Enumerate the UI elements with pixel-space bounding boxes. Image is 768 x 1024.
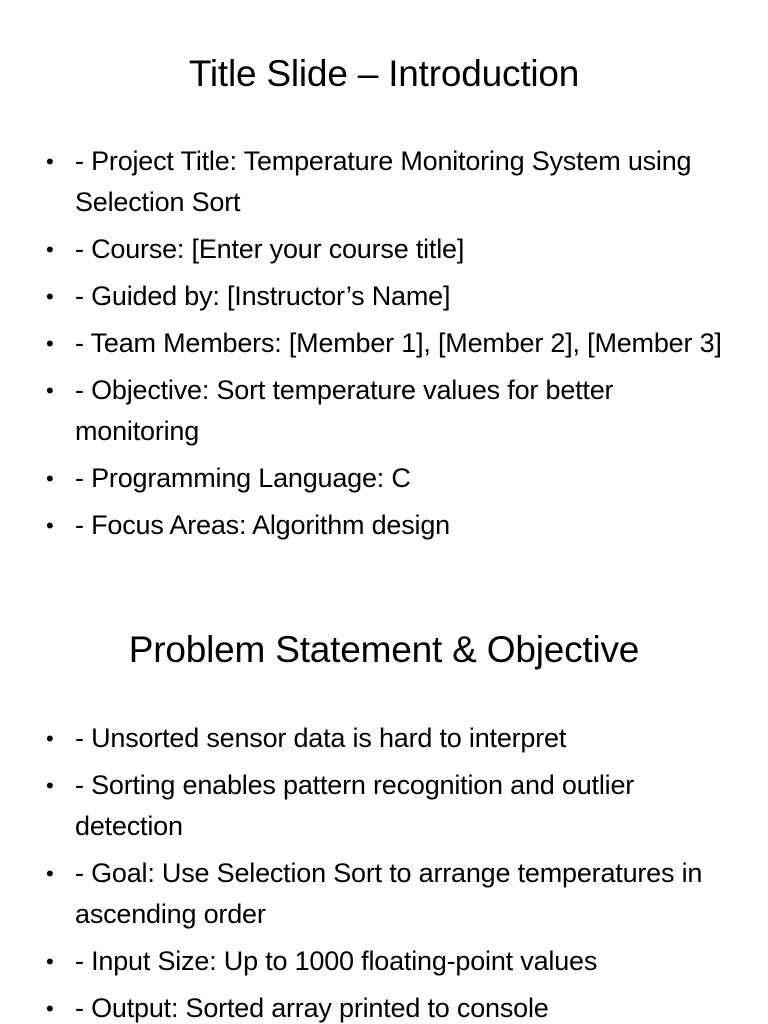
bullet-text: - Guided by: [Instructor’s Name] (75, 281, 451, 311)
bullet-text: - Output: Sorted array printed to console (75, 993, 549, 1023)
bullet-dot: • (46, 949, 54, 974)
bullet-item (46, 458, 726, 499)
bullet-item (46, 718, 726, 759)
bullet-item (46, 323, 726, 364)
bullet-text: - Goal: Use Selection Sort to arrange temperatures in ascending order (75, 858, 703, 929)
bullet-item (46, 141, 726, 223)
bullet-text: - Unsorted sensor data is hard to interpret (75, 723, 567, 753)
bullet-item (46, 276, 726, 317)
bullet-text: - Objective: Sort temperature values for better monitoring (75, 375, 614, 446)
bullet-dot: • (46, 378, 54, 403)
bullet-list (46, 718, 726, 1024)
bullet-dot: • (46, 861, 54, 886)
slide-title: Problem Statement & Objective (128, 629, 640, 670)
slide-title: Title Slide – Introduction (188, 53, 580, 94)
bullet-item (46, 370, 726, 452)
bullet-text: - Course: [Enter your course title] (75, 234, 465, 264)
bullet-dot: • (46, 513, 54, 538)
bullet-dot: • (46, 284, 54, 309)
bullet-dot: • (46, 773, 54, 798)
bullet-text: - Sorting enables pattern recognition and outlier detection (75, 770, 635, 841)
bullet-item (46, 988, 726, 1024)
bullet-dot: • (46, 331, 54, 356)
bullet-list (46, 141, 726, 552)
bullet-dot: • (46, 466, 54, 491)
bullet-item (46, 941, 726, 982)
bullet-item (46, 229, 726, 270)
bullet-text: - Focus Areas: Algorithm design (75, 510, 450, 540)
bullet-dot: • (46, 726, 54, 751)
bullet-dot: • (46, 996, 54, 1021)
bullet-item (46, 765, 726, 847)
bullet-item (46, 505, 726, 546)
bullet-text: - Input Size: Up to 1000 floating-point values (75, 946, 598, 976)
bullet-text: - Programming Language: C (75, 463, 411, 493)
bullet-dot: • (46, 237, 54, 262)
bullet-text: - Team Members: [Member 1], [Member 2], [Member 3] (75, 328, 722, 358)
bullet-dot: • (46, 149, 54, 174)
slide-problem-statement (0, 577, 768, 1024)
bullet-item (46, 853, 726, 935)
bullet-text: - Project Title: Temperature Monitoring System using Selection Sort (75, 146, 692, 217)
